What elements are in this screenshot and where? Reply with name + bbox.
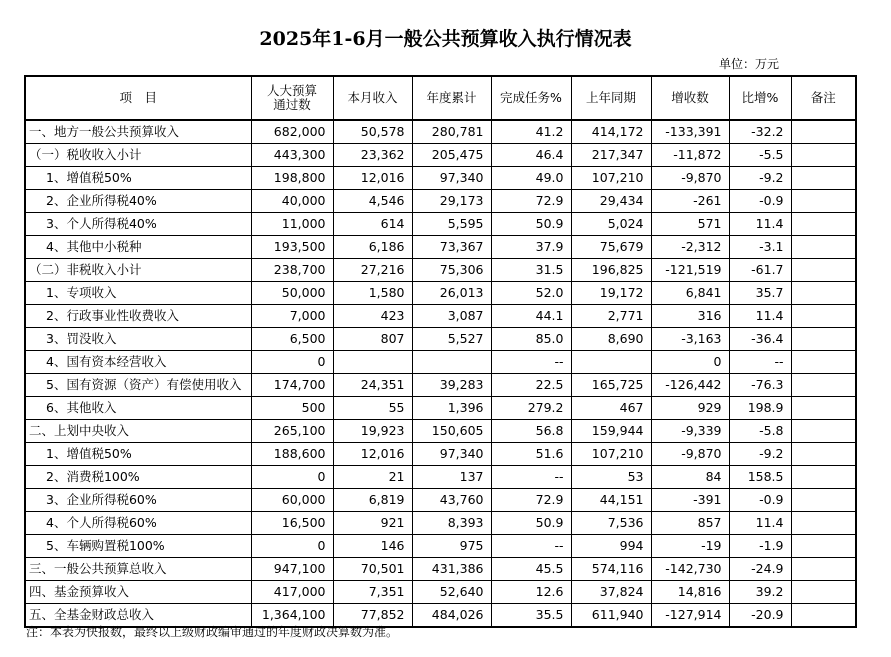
row-name: 3、企业所得税60% [25, 489, 251, 512]
row-name: 3、个人所得税40% [25, 213, 251, 236]
cell-budget: 0 [251, 466, 333, 489]
cell-growth: -1.9 [729, 535, 791, 558]
cell-cumulative: 39,283 [412, 374, 491, 397]
table-row [25, 581, 856, 604]
cell-budget: 174,700 [251, 374, 333, 397]
cell-cumulative: 73,367 [412, 236, 491, 259]
table-row [25, 489, 856, 512]
cell-cumulative: 1,396 [412, 397, 491, 420]
cell-remark [791, 236, 856, 259]
cell-month: 4,546 [333, 190, 412, 213]
cell-completion: 52.0 [491, 282, 571, 305]
cell-month: 12,016 [333, 167, 412, 190]
cell-last-year: 44,151 [571, 489, 651, 512]
cell-month: 6,819 [333, 489, 412, 512]
cell-completion: 41.2 [491, 120, 571, 144]
header-month: 本月收入 [333, 76, 412, 120]
cell-last-year: 19,172 [571, 282, 651, 305]
cell-budget: 0 [251, 351, 333, 374]
cell-cumulative: 75,306 [412, 259, 491, 282]
cell-growth: 158.5 [729, 466, 791, 489]
cell-increase: -261 [651, 190, 729, 213]
cell-growth: -20.9 [729, 604, 791, 628]
cell-last-year: 196,825 [571, 259, 651, 282]
table-row [25, 259, 856, 282]
cell-increase: -9,870 [651, 443, 729, 466]
table-row [25, 328, 856, 351]
header-growth: 比增% [729, 76, 791, 120]
cell-budget: 417,000 [251, 581, 333, 604]
cell-month: 423 [333, 305, 412, 328]
cell-increase: 14,816 [651, 581, 729, 604]
cell-remark [791, 259, 856, 282]
cell-remark [791, 282, 856, 305]
footnote: 注：本表为快报数，最终以上级财政编审通过的年度财政决算数为准。 [26, 625, 399, 639]
cell-increase: -142,730 [651, 558, 729, 581]
cell-increase: -19 [651, 535, 729, 558]
cell-increase: -126,442 [651, 374, 729, 397]
row-name: 5、国有资源（资产）有偿使用收入 [25, 374, 251, 397]
cell-increase: -127,914 [651, 604, 729, 628]
cell-budget: 947,100 [251, 558, 333, 581]
cell-completion: 35.5 [491, 604, 571, 628]
cell-last-year: 75,679 [571, 236, 651, 259]
table-row [25, 374, 856, 397]
cell-cumulative: 5,595 [412, 213, 491, 236]
cell-completion: -- [491, 535, 571, 558]
cell-remark [791, 535, 856, 558]
cell-cumulative: 8,393 [412, 512, 491, 535]
cell-increase: -11,872 [651, 144, 729, 167]
cell-remark [791, 466, 856, 489]
row-name: 三、一般公共预算总收入 [25, 558, 251, 581]
cell-remark [791, 213, 856, 236]
cell-remark [791, 581, 856, 604]
row-name: 1、专项收入 [25, 282, 251, 305]
cell-completion: 72.9 [491, 489, 571, 512]
cell-budget: 16,500 [251, 512, 333, 535]
cell-cumulative: 97,340 [412, 443, 491, 466]
header-increase: 增收数 [651, 76, 729, 120]
cell-growth: -61.7 [729, 259, 791, 282]
revenue-table [24, 75, 857, 628]
cell-last-year: 53 [571, 466, 651, 489]
table-row [25, 558, 856, 581]
cell-increase: 929 [651, 397, 729, 420]
cell-remark [791, 443, 856, 466]
cell-increase: 571 [651, 213, 729, 236]
cell-completion: -- [491, 466, 571, 489]
cell-completion: 44.1 [491, 305, 571, 328]
cell-remark [791, 604, 856, 628]
cell-remark [791, 351, 856, 374]
cell-budget: 193,500 [251, 236, 333, 259]
cell-cumulative: 150,605 [412, 420, 491, 443]
cell-remark [791, 328, 856, 351]
cell-budget: 500 [251, 397, 333, 420]
cell-cumulative: 975 [412, 535, 491, 558]
cell-cumulative: 26,013 [412, 282, 491, 305]
cell-last-year: 217,347 [571, 144, 651, 167]
cell-cumulative: 280,781 [412, 120, 491, 144]
cell-last-year: 8,690 [571, 328, 651, 351]
cell-growth: -5.8 [729, 420, 791, 443]
cell-increase: 316 [651, 305, 729, 328]
header-completion: 完成任务% [491, 76, 571, 120]
cell-month: 21 [333, 466, 412, 489]
cell-last-year: 165,725 [571, 374, 651, 397]
cell-completion: 279.2 [491, 397, 571, 420]
cell-completion: 85.0 [491, 328, 571, 351]
cell-growth: -76.3 [729, 374, 791, 397]
cell-increase: -2,312 [651, 236, 729, 259]
cell-completion: 51.6 [491, 443, 571, 466]
row-name: 6、其他收入 [25, 397, 251, 420]
cell-last-year: 414,172 [571, 120, 651, 144]
cell-increase: -3,163 [651, 328, 729, 351]
cell-remark [791, 420, 856, 443]
row-name: 二、上划中央收入 [25, 420, 251, 443]
cell-budget: 238,700 [251, 259, 333, 282]
cell-cumulative: 3,087 [412, 305, 491, 328]
row-name: 3、罚没收入 [25, 328, 251, 351]
cell-budget: 1,364,100 [251, 604, 333, 628]
row-name: （二）非税收入小计 [25, 259, 251, 282]
cell-budget: 443,300 [251, 144, 333, 167]
cell-month: 614 [333, 213, 412, 236]
table-row [25, 167, 856, 190]
cell-last-year: 159,944 [571, 420, 651, 443]
cell-last-year: 29,434 [571, 190, 651, 213]
row-name: 1、增值税50% [25, 443, 251, 466]
row-name: 4、个人所得税60% [25, 512, 251, 535]
cell-growth: 39.2 [729, 581, 791, 604]
cell-growth: -- [729, 351, 791, 374]
cell-growth: -0.9 [729, 190, 791, 213]
cell-cumulative: 484,026 [412, 604, 491, 628]
cell-growth: -9.2 [729, 443, 791, 466]
cell-cumulative: 205,475 [412, 144, 491, 167]
header-row [25, 76, 856, 120]
table-row [25, 397, 856, 420]
cell-last-year: 994 [571, 535, 651, 558]
header-cumulative: 年度累计 [412, 76, 491, 120]
row-name: 4、其他中小税种 [25, 236, 251, 259]
cell-growth: -9.2 [729, 167, 791, 190]
table-row [25, 236, 856, 259]
cell-budget: 198,800 [251, 167, 333, 190]
cell-budget: 188,600 [251, 443, 333, 466]
cell-increase: -9,339 [651, 420, 729, 443]
cell-month: 23,362 [333, 144, 412, 167]
cell-completion: 72.9 [491, 190, 571, 213]
cell-increase: -133,391 [651, 120, 729, 144]
cell-increase: -391 [651, 489, 729, 512]
cell-month: 12,016 [333, 443, 412, 466]
cell-month: 921 [333, 512, 412, 535]
cell-remark [791, 167, 856, 190]
cell-month: 77,852 [333, 604, 412, 628]
header-last-year: 上年同期 [571, 76, 651, 120]
cell-month: 19,923 [333, 420, 412, 443]
table-row [25, 305, 856, 328]
table-row [25, 420, 856, 443]
cell-increase: -121,519 [651, 259, 729, 282]
cell-cumulative: 431,386 [412, 558, 491, 581]
cell-completion: 49.0 [491, 167, 571, 190]
cell-growth: 198.9 [729, 397, 791, 420]
cell-last-year: 5,024 [571, 213, 651, 236]
cell-budget: 50,000 [251, 282, 333, 305]
header-budget: 人大预算 通过数 [251, 76, 333, 120]
cell-last-year: 2,771 [571, 305, 651, 328]
cell-budget: 60,000 [251, 489, 333, 512]
cell-cumulative: 52,640 [412, 581, 491, 604]
header-item: 项 目 [25, 76, 251, 120]
cell-remark [791, 558, 856, 581]
cell-completion: 46.4 [491, 144, 571, 167]
cell-budget: 40,000 [251, 190, 333, 213]
cell-cumulative: 5,527 [412, 328, 491, 351]
row-name: 2、行政事业性收费收入 [25, 305, 251, 328]
row-name: （一）税收收入小计 [25, 144, 251, 167]
cell-increase: 0 [651, 351, 729, 374]
cell-last-year: 107,210 [571, 443, 651, 466]
cell-last-year: 467 [571, 397, 651, 420]
cell-month: 7,351 [333, 581, 412, 604]
table-row [25, 213, 856, 236]
cell-remark [791, 397, 856, 420]
cell-last-year [571, 351, 651, 374]
cell-cumulative: 97,340 [412, 167, 491, 190]
cell-growth: -36.4 [729, 328, 791, 351]
cell-last-year: 107,210 [571, 167, 651, 190]
row-name: 2、企业所得税40% [25, 190, 251, 213]
cell-month [333, 351, 412, 374]
table-row [25, 466, 856, 489]
table-row [25, 443, 856, 466]
cell-completion: 50.9 [491, 512, 571, 535]
cell-budget: 682,000 [251, 120, 333, 144]
cell-growth: -5.5 [729, 144, 791, 167]
table-row [25, 282, 856, 305]
cell-remark [791, 374, 856, 397]
cell-last-year: 611,940 [571, 604, 651, 628]
cell-completion: 31.5 [491, 259, 571, 282]
cell-month: 50,578 [333, 120, 412, 144]
cell-remark [791, 305, 856, 328]
cell-growth: -32.2 [729, 120, 791, 144]
cell-budget: 265,100 [251, 420, 333, 443]
table-row [25, 144, 856, 167]
cell-growth: 11.4 [729, 512, 791, 535]
cell-month: 146 [333, 535, 412, 558]
cell-month: 24,351 [333, 374, 412, 397]
cell-increase: 6,841 [651, 282, 729, 305]
cell-cumulative: 29,173 [412, 190, 491, 213]
table-row [25, 535, 856, 558]
row-name: 四、基金预算收入 [25, 581, 251, 604]
cell-growth: 35.7 [729, 282, 791, 305]
cell-completion: 45.5 [491, 558, 571, 581]
cell-increase: 84 [651, 466, 729, 489]
cell-month: 1,580 [333, 282, 412, 305]
cell-remark [791, 120, 856, 144]
cell-cumulative: 137 [412, 466, 491, 489]
cell-last-year: 574,116 [571, 558, 651, 581]
row-name: 五、全基金财政总收入 [25, 604, 251, 628]
table-row [25, 190, 856, 213]
cell-budget: 6,500 [251, 328, 333, 351]
cell-month: 807 [333, 328, 412, 351]
table-row [25, 351, 856, 374]
cell-last-year: 37,824 [571, 581, 651, 604]
cell-completion: 22.5 [491, 374, 571, 397]
cell-cumulative [412, 351, 491, 374]
cell-completion: 37.9 [491, 236, 571, 259]
cell-growth: -0.9 [729, 489, 791, 512]
cell-remark [791, 144, 856, 167]
cell-completion: -- [491, 351, 571, 374]
cell-completion: 56.8 [491, 420, 571, 443]
cell-budget: 7,000 [251, 305, 333, 328]
cell-growth: -3.1 [729, 236, 791, 259]
page-title: 2025年1-6月一般公共预算收入执行情况表 [259, 28, 632, 50]
cell-remark [791, 190, 856, 213]
header-remark: 备注 [791, 76, 856, 120]
cell-month: 55 [333, 397, 412, 420]
cell-increase: -9,870 [651, 167, 729, 190]
cell-completion: 50.9 [491, 213, 571, 236]
cell-cumulative: 43,760 [412, 489, 491, 512]
cell-month: 6,186 [333, 236, 412, 259]
row-name: 4、国有资本经营收入 [25, 351, 251, 374]
cell-increase: 857 [651, 512, 729, 535]
cell-growth: -24.9 [729, 558, 791, 581]
table-row [25, 120, 856, 144]
row-name: 5、车辆购置税100% [25, 535, 251, 558]
table-row [25, 512, 856, 535]
cell-month: 70,501 [333, 558, 412, 581]
cell-remark [791, 489, 856, 512]
cell-last-year: 7,536 [571, 512, 651, 535]
cell-budget: 0 [251, 535, 333, 558]
row-name: 2、消费税100% [25, 466, 251, 489]
cell-budget: 11,000 [251, 213, 333, 236]
cell-month: 27,216 [333, 259, 412, 282]
unit-label: 单位：万元 [719, 57, 780, 71]
cell-completion: 12.6 [491, 581, 571, 604]
row-name: 一、地方一般公共预算收入 [25, 120, 251, 144]
cell-remark [791, 512, 856, 535]
row-name: 1、增值税50% [25, 167, 251, 190]
cell-growth: 11.4 [729, 305, 791, 328]
cell-growth: 11.4 [729, 213, 791, 236]
